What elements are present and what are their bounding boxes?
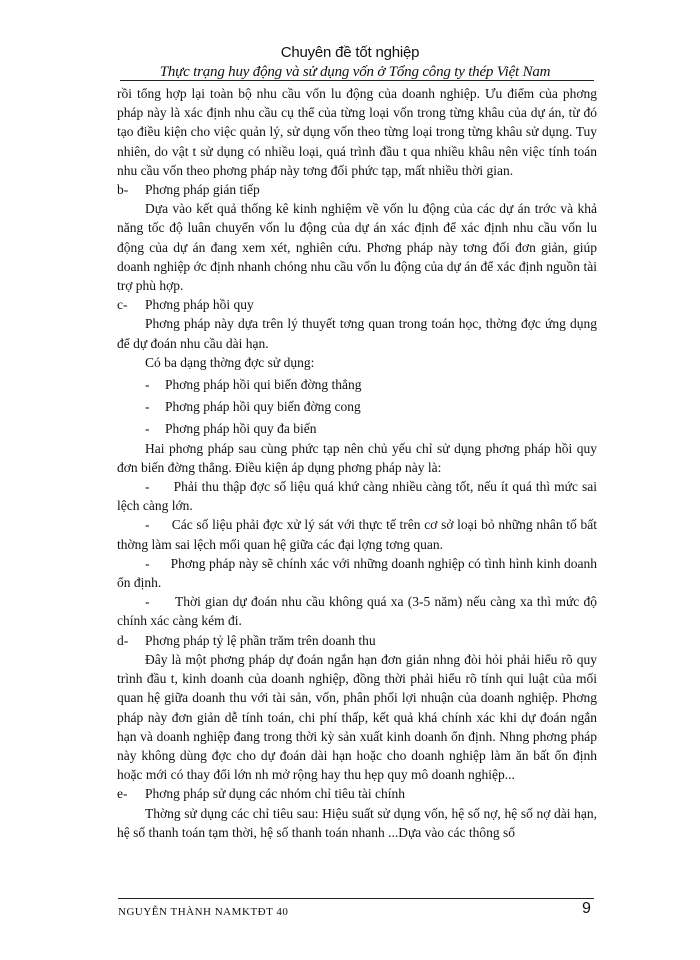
list-item [117, 419, 597, 438]
section-d-label: d- [117, 632, 129, 648]
condition-text: Các số liệu phải đợc xử lý sát với thực tế trên cơ sở loại bỏ những nhân tố bất thờng làm sai lệch mối quan hệ giữa các đại lợng tơng quan. [117, 517, 597, 552]
bullet-dash: - [145, 399, 150, 415]
bullet-dash: - [145, 517, 150, 533]
condition-item [117, 554, 597, 592]
section-b-title: Phơng pháp gián tiếp [145, 182, 260, 198]
header-subtitle: Thực trạng huy động và sử dụng vốn ở Tổng công ty thép Việt Nam [159, 64, 551, 80]
bullet-dash: - [145, 479, 150, 495]
list-item [117, 375, 597, 394]
header-divider [120, 80, 594, 81]
condition-item [117, 515, 597, 553]
list-item-text: Phơng pháp hồi qui biến đờng thẳng [165, 377, 362, 393]
section-e-label: e- [117, 786, 128, 802]
header-title: Chuyên đề tốt nghiệp [280, 44, 420, 61]
paragraph-percent-of-sales: Đây là một phơng pháp dự đoán ngắn hạn đơn giản nhng đòi hỏi phải hiểu rõ quy trình đầu t, kinh doanh của doanh nghiệp, đồng thời phải hiểu rõ tính qui luật của mối quan hệ giữa doanh thu với tài sản, vốn, phân phối lợi nhuận của doanh nghiệp. Phơng pháp này đơn giản dễ tính toán, chi phí thấp, kết quả khá chính xác khi dự đoán ngắn hạn và doanh nghiệp đang trong thời kỳ sản xuất kinh doanh ổn định. Nhng phơng pháp này không dùng đợc cho dự đoán dài hạn hoặc cho doanh nghiệp làm ăn bất ổn định hoặc mới có thay đổi lớn nh mở rộng hay thu hẹp quy mô doanh nghiệp... [117, 651, 597, 783]
section-c-heading [117, 295, 597, 314]
section-b-heading [117, 180, 597, 199]
section-d-heading [117, 631, 597, 650]
paragraph-regression-conditions-intro: Hai phơng pháp sau cùng phức tạp nên chủ yếu chỉ sử dụng phơng pháp hồi quy đơn biến đờng thẳng. Điều kiện áp dụng phơng pháp này là: [117, 440, 597, 475]
footer-divider [118, 898, 594, 899]
bullet-dash: - [145, 594, 150, 610]
bullet-dash: - [145, 377, 150, 393]
section-c-label: c- [117, 297, 128, 313]
section-c-title: Phơng pháp hồi quy [145, 297, 254, 313]
condition-text: Phải thu thập đợc số liệu quá khứ càng nhiều càng tốt, nếu ít quá thì mức sai lệch càng lớn. [117, 479, 598, 514]
page-number: 9 [582, 900, 591, 917]
body-text [117, 84, 597, 842]
footer-author: NGUYỄN THÀNH NAM [118, 906, 242, 918]
list-item [117, 397, 597, 416]
bullet-dash: - [145, 555, 150, 571]
paragraph-regression-intro: Phơng pháp này dựa trên lý thuyết tơng quan trong toán học, thờng đợc ứng dụng để dự đoán nhu cầu dài hạn. [117, 316, 597, 351]
footer-class: KTĐT 40 [242, 906, 289, 918]
paragraph-direct-method-end: rồi tổng hợp lại toàn bộ nhu cầu vốn lu động của doanh nghiệp. Ưu điểm của phơng pháp này là xác định nhu cầu cụ thể của từng loại vốn trong từng khâu của dự án, từ đó tạo điều kiện cho việc quản lý, sử dụng vốn theo từng loại trong từng khâu sử dụng. Tuy nhiên, do vật t sử dụng có nhiều loại, quá trình đầu t qua nhiều khâu nên việc tính toán nhu cầu vốn theo phơng pháp này tơng đối phức tạp, mất nhiều thời gian. [117, 86, 597, 178]
list-item-text: Phơng pháp hồi quy biến đờng cong [165, 399, 361, 415]
section-e-title: Phơng pháp sử dụng các nhóm chỉ tiêu tài chính [145, 786, 406, 802]
section-d-title: Phơng pháp tỷ lệ phần trăm trên doanh thu [145, 632, 376, 648]
section-e-heading [117, 784, 597, 803]
paragraph-regression-forms-intro: Có ba dạng thờng đợc sử dụng: [145, 354, 315, 370]
paragraph-financial-ratios: Thờng sử dụng các chỉ tiêu sau: Hiệu suất sử dụng vốn, hệ số nợ, hệ số nợ dài hạn, hệ số thanh toán tạm thời, hệ số thanh toán nhanh ...Dựa vào các thông số [117, 805, 597, 840]
condition-text: Phơng pháp này sẽ chính xác với những doanh nghiệp có tình hình kinh doanh ổn định. [117, 555, 597, 591]
condition-item [117, 477, 597, 515]
list-item-text: Phơng pháp hồi quy đa biến [165, 421, 317, 437]
condition-text: Thời gian dự đoán nhu cầu không quá xa (3-5 năm) nếu càng xa thì mức độ chính xác càng kém đi. [117, 594, 598, 629]
condition-item [117, 592, 597, 630]
paragraph-indirect-method: Dựa vào kết quả thống kê kinh nghiệm về vốn lu động của các dự án trớc và khả năng tốc độ luân chuyển vốn lu động của dự án xác định để xác định nhu cầu vốn lu động của dự án đang xem xét, nghiên cứu. Phơng pháp này tơng đối đơn giản, giúp doanh nghiệp ớc định nhanh chóng nhu cầu vốn lu động của dự án để xác định nguồn tài trợ phù hợp. [117, 201, 597, 294]
section-b-label: b- [117, 182, 129, 198]
bullet-dash: - [145, 421, 150, 437]
